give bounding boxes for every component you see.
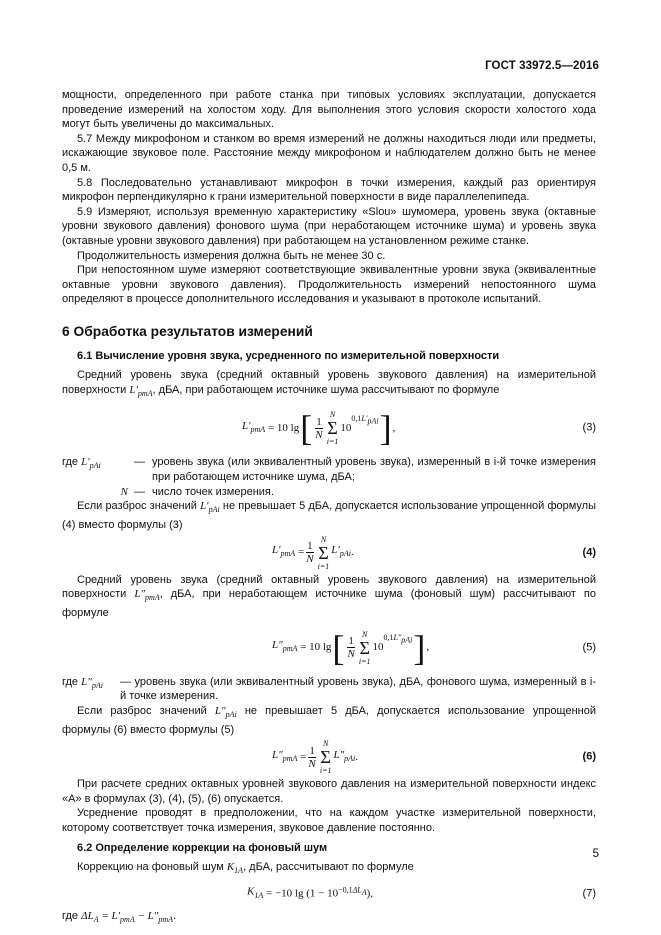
paragraph-continuation: мощности, определенного при работе станка при типовых условиях эксплуатации, допускается проведение измерений на холостом ходу. Для выполнения этого условия скорости холостого хода могут быть увеличены до максимальных. bbox=[62, 89, 596, 131]
formula-3: $L'_{pmA}$ = 10 lg [ $\frac{1}{N}$ N Σ i=1 10 $^{0,1 L'_{pAi}}$ ] , (3) bbox=[242, 408, 596, 449]
page-number: 5 bbox=[592, 848, 599, 860]
paragraph-nonconstant-noise: При непостоянном шуме измеряют соответствующие эквивалентные уровни звука (эквивалентные октавные уровни звукового давления). Продолжительность измерений непостоянного шума определяют в процессе дополнительного исследования и указывают в протоколе испытаний. bbox=[62, 264, 596, 306]
formula-4: $L'_{pmA}$ = $\frac{1}{N}$ N Σ i=1 $L'_{pAi}$ . (4) bbox=[272, 534, 596, 571]
formula-4-number: (4) bbox=[582, 546, 596, 559]
section-6-heading: 6 Обработка результатов измерений bbox=[62, 323, 313, 339]
paragraph-background-intro: Средний уровень звука (средний октавный уровень звукового давления) на измерительной поверхности $L''_{pmA}$, дБА, при неработающем источнике шума (фоновый шум) рассчитывают по формуле bbox=[62, 573, 596, 619]
section-6-1-heading: 6.1 Вычисление уровня звука, усредненного по измерительной поверхности bbox=[77, 349, 500, 362]
paragraph-octave-note: При расчете средних октавных уровней звукового давления на измерительной поверхности индекс «А» в формулах (3), (4), (5), (6) опускается. bbox=[62, 778, 596, 805]
definition-lpai: где $L'_{pAi}$ — уровень звука (или эквивалентный уровень звука), измеренный в i-й точке измерения при работающем источнике шума, дБА; bbox=[62, 456, 596, 484]
page-body bbox=[62, 88, 596, 928]
paragraph-6-2-intro: Коррекцию на фоновый шум $K_{1A}$, дБА, рассчитывают по формуле bbox=[77, 861, 414, 876]
definition-n: N — число точек измерения. bbox=[120, 485, 274, 498]
paragraph-spread-2: Если разброс значений $L''_{pAi}$ не превышает 5 дБА, допускается использование упрощенной формулы (6) вместо формулы (5) bbox=[62, 704, 596, 736]
formula-3-number: (3) bbox=[582, 422, 596, 435]
paragraph-5-8: 5.8 Последовательно устанавливают микрофон в точки измерения, каждый раз ориентируя микрофон перпендикулярно к грани измерительной поверхности в виде параллелепипеда. bbox=[62, 176, 596, 204]
formula-7-number: (7) bbox=[582, 887, 596, 900]
formula-6: $L''_{pmA}$ = $\frac{1}{N}$ N Σ i=1 $L''_{pAi}$ . (6) bbox=[272, 739, 596, 776]
paragraph-5-7: 5.7 Между микрофоном и станком во время измерений не должны находиться люди или предметы, искажающие звуковое поле. Расстояние между микрофоном и наблюдателем должно быть не менее 0,5 м. bbox=[62, 132, 596, 174]
definition-lpai-background: где $L''_{pAi}$ — уровень звука (или эквивалентный уровень звука), дБА, фонового шума, измеренный в i-й точке измерения. bbox=[62, 675, 596, 703]
formula-5-number: (5) bbox=[582, 641, 596, 654]
section-6-2-heading: 6.2 Определение коррекции на фоновый шум bbox=[77, 841, 328, 854]
paragraph-duration: Продолжительность измерения должна быть не менее 30 с. bbox=[77, 249, 386, 262]
formula-5: $L''_{pmA}$ = 10 lg [ $\frac{1}{N}$ N Σ i=1 10 $^{0,1 L''_{pAi}}$ ] , (5) bbox=[272, 627, 596, 668]
document-id: ГОСТ 33972.5—2016 bbox=[485, 60, 599, 72]
paragraph-5-9: 5.9 Измеряют, используя временную характеристику «Slou» шумомера, уровень звука (октавные уровни звукового давления) фонового шума (при неработающем источнике шума) и уровень звука (октавные уровни звукового давления) при работающем на установленном режиме станке. bbox=[62, 205, 596, 247]
paragraph-averaging-note: Усреднение проводят в предположении, что на каждом участке измерительной поверхности, которому соответствует точка измерения, звуковое давление постоянно. bbox=[62, 807, 596, 834]
formula-7: $K_{1A}$ = −10 lg (1 − 10 $^{-0,1 \Delta L_A}$ ), (7) bbox=[247, 885, 596, 900]
formula-6-number: (6) bbox=[582, 750, 596, 763]
definition-delta-la: где $\Delta L_A = L'_{pmA} - L''_{pmA}$. bbox=[62, 909, 177, 925]
paragraph-6-1-intro: Средний уровень звука (средний октавный уровень звукового давления) на измерительной поверхности $L'_{pmA}$, дБА, при работающем источнике шума рассчитывают по формуле bbox=[62, 369, 596, 398]
paragraph-spread-1: Если разброс значений $L'_{pAi}$ не превышает 5 дБА, допускается использование упрощенной формулы (4) вместо формулы (3) bbox=[62, 500, 597, 532]
